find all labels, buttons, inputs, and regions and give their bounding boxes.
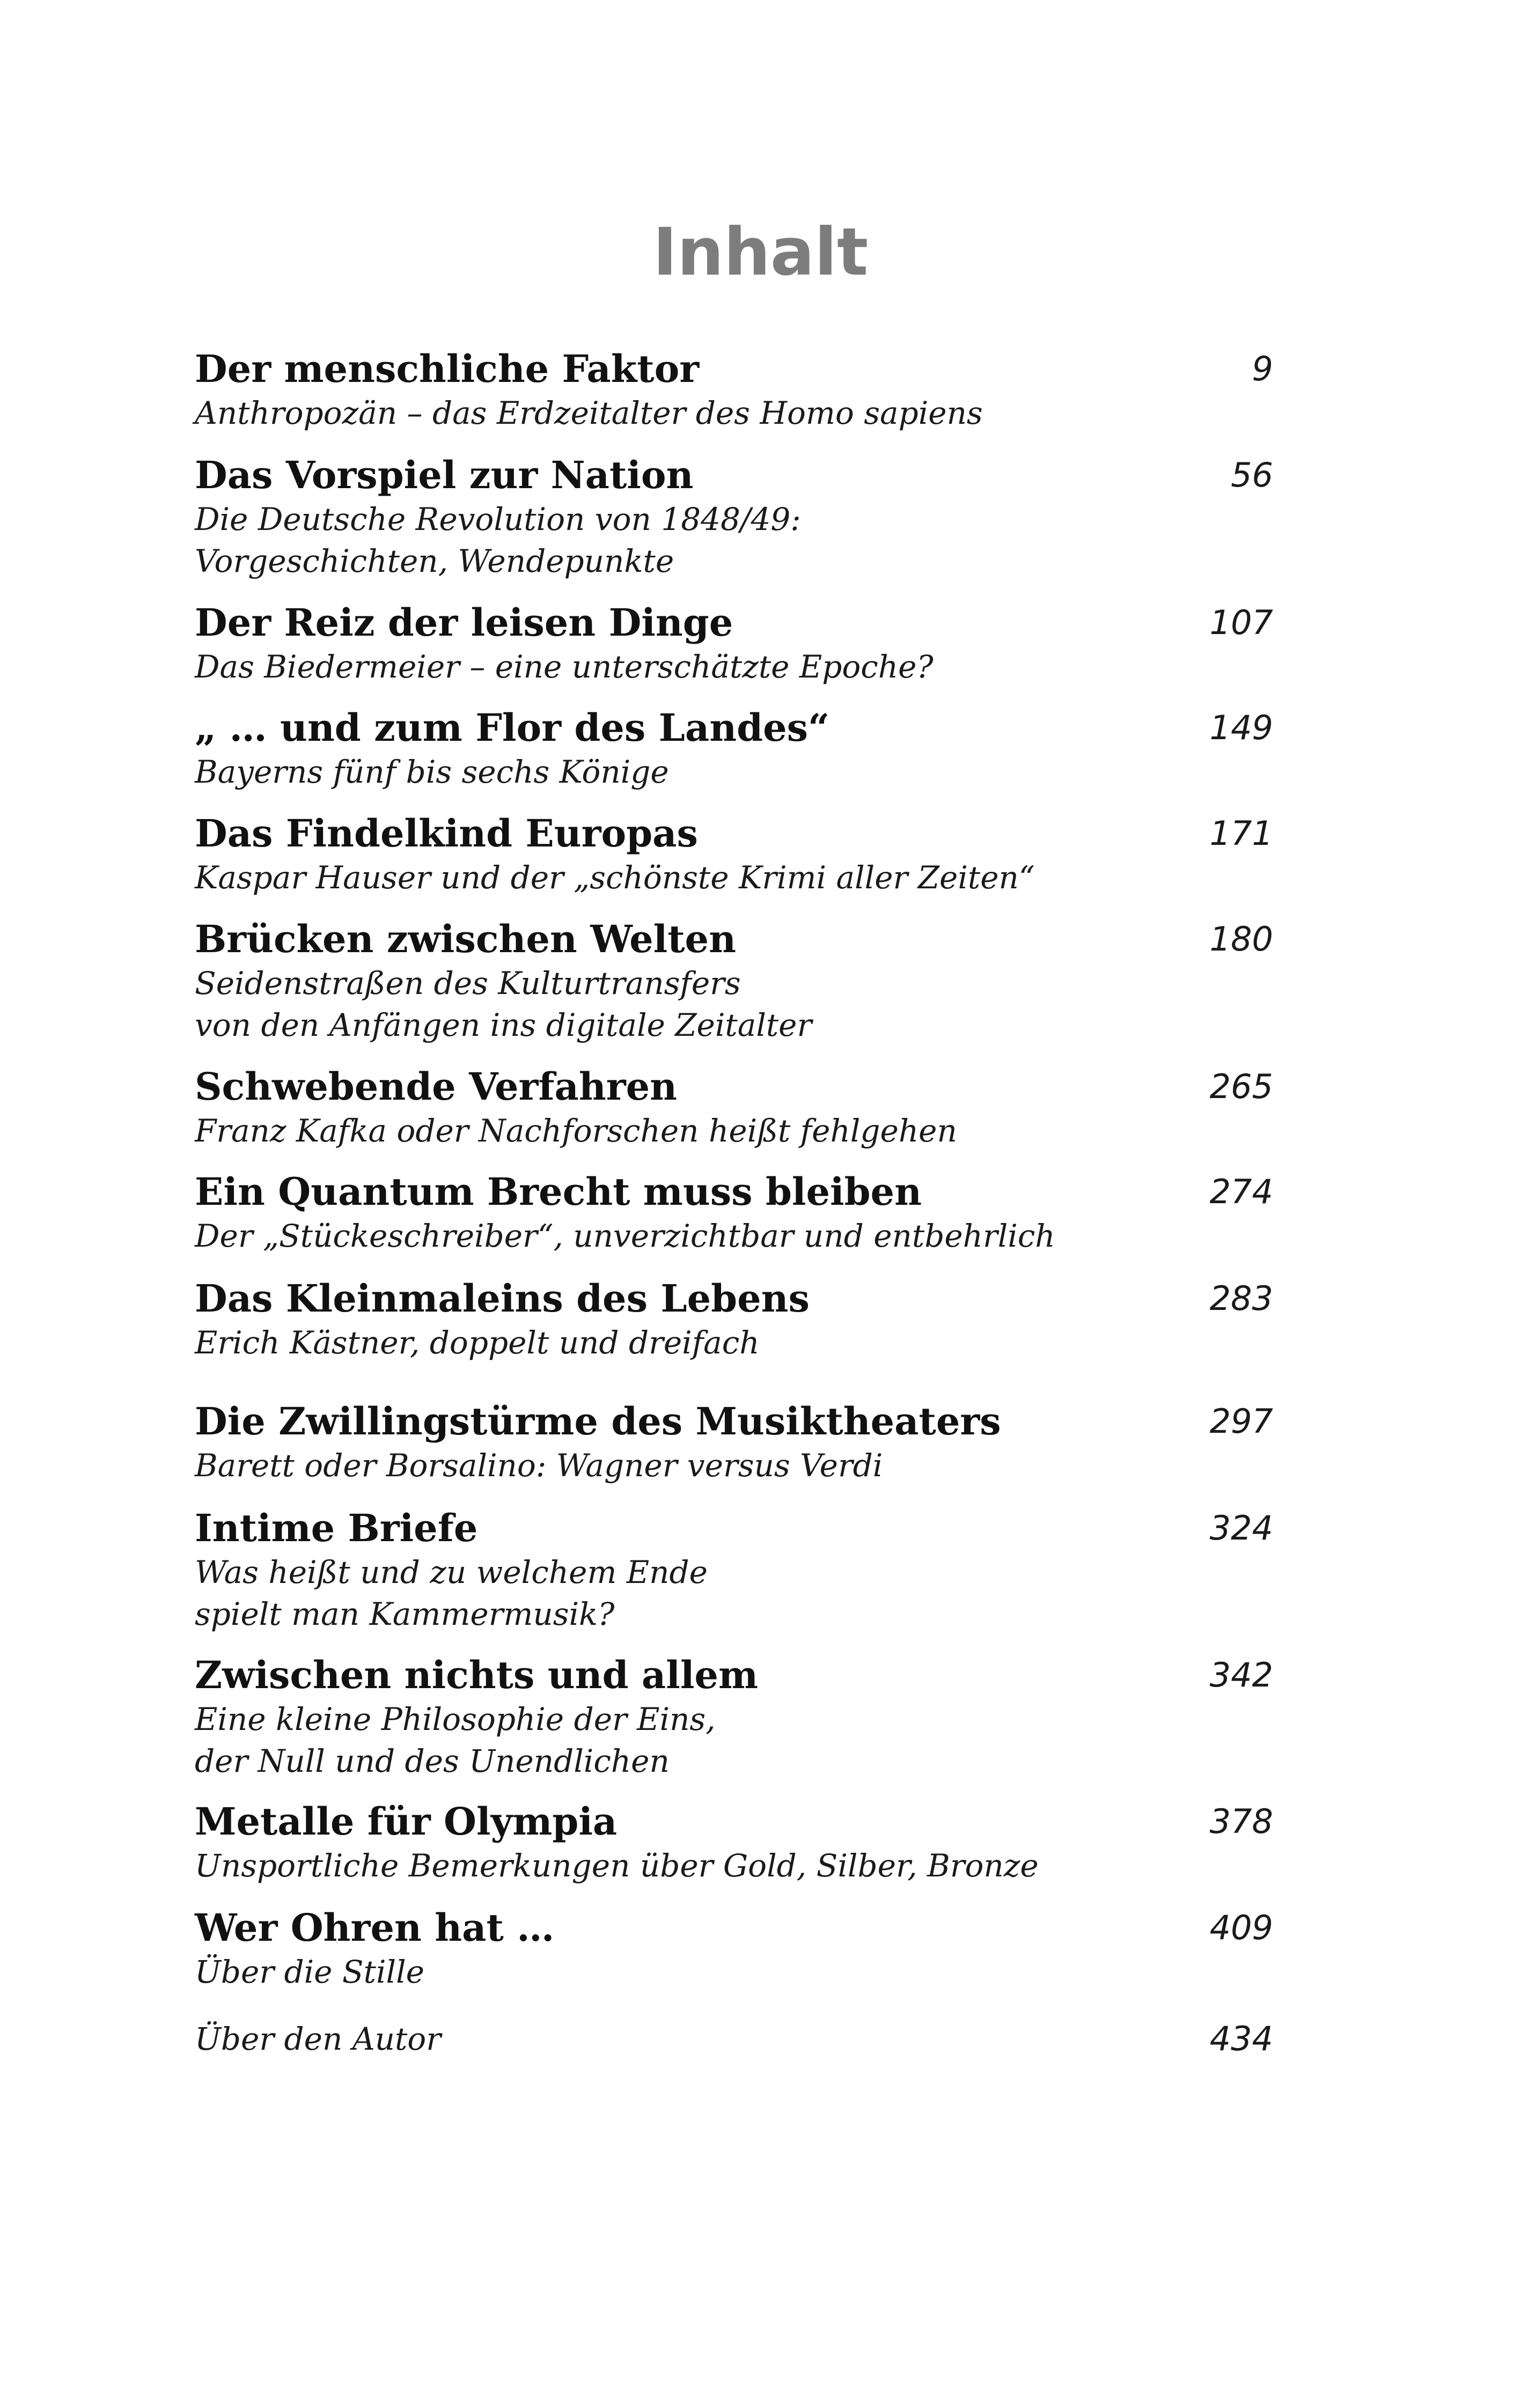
- entry-subtitle: Über die Stille: [195, 1954, 424, 1990]
- entry-subtitle: Erich Kästner, doppelt und dreifach: [195, 1324, 760, 1361]
- toc-entry: [195, 1169, 1273, 1257]
- toc-entry: [195, 1799, 1273, 1887]
- entry-subtitle: Franz Kafka oder Nachforschen heißt fehlgehen: [195, 1113, 957, 1149]
- entry-subtitle: Kaspar Hauser und der „schönste Krimi aller Zeiten“: [195, 859, 1035, 896]
- page-number: 378: [1209, 1802, 1273, 1841]
- entry-title: „ … und zum Flor des Landes“: [195, 705, 830, 750]
- entry-subtitle: spielt man Kammermusik?: [195, 1596, 615, 1632]
- entry-title: Das Kleinmaleins des Lebens: [195, 1276, 810, 1321]
- entry-title: Das Findelkind Europas: [195, 811, 698, 856]
- entry-subtitle: Über den Autor: [195, 2021, 441, 2057]
- toc-entry: [195, 600, 1273, 688]
- toc-entry: [195, 811, 1273, 899]
- page-number: 297: [1209, 1402, 1273, 1441]
- entry-title: Metalle für Olympia: [195, 1799, 618, 1844]
- entry-title: Ein Quantum Brecht muss bleiben: [195, 1169, 922, 1214]
- toc-entry: [195, 1064, 1273, 1152]
- page-number: 409: [1209, 1908, 1273, 1947]
- entry-subtitle: von den Anfängen ins digitale Zeitalter: [195, 1007, 812, 1043]
- page-number: 9: [1252, 349, 1273, 388]
- entry-title: Das Vorspiel zur Nation: [195, 453, 694, 497]
- toc-entry: [195, 1276, 1273, 1364]
- entry-title: Der menschliche Faktor: [195, 347, 700, 391]
- page-title: Inhalt: [652, 214, 869, 290]
- toc-entry: [195, 1398, 1273, 1486]
- toc-entry: [195, 1905, 1273, 1993]
- toc-entry: [195, 705, 1273, 793]
- entry-title: Der Reiz der leisen Dinge: [195, 600, 733, 645]
- page-number: 324: [1209, 1508, 1273, 1548]
- entry-subtitle: Bayerns fünf bis sechs Könige: [195, 754, 669, 790]
- entry-subtitle: Eine kleine Philosophie der Eins,: [195, 1701, 716, 1737]
- entry-subtitle: Das Biedermeier – eine unterschätzte Epoche?: [195, 649, 934, 685]
- page-number: 180: [1209, 919, 1273, 959]
- page-number: 265: [1209, 1067, 1273, 1106]
- toc-entry: [195, 1652, 1273, 1782]
- entry-subtitle: Unsportliche Bemerkungen über Gold, Silber, Bronze: [195, 1847, 1039, 1884]
- entry-title: Zwischen nichts und allem: [195, 1653, 759, 1697]
- page-number: 283: [1209, 1279, 1273, 1318]
- page-number: 342: [1209, 1655, 1273, 1695]
- entry-subtitle: der Null und des Unendlichen: [195, 1743, 670, 1779]
- toc-entry: [195, 346, 1273, 434]
- page-number: 274: [1209, 1172, 1273, 1211]
- toc-entry: [195, 916, 1273, 1046]
- entry-subtitle: Der „Stückeschreiber“, unverzichtbar und entbehrlich: [195, 1218, 1055, 1254]
- entry-title: Die Zwillingstürme des Musiktheaters: [195, 1399, 1001, 1444]
- entry-title: Schwebende Verfahren: [195, 1064, 678, 1109]
- toc-entry: [195, 452, 1273, 582]
- page-number: 149: [1209, 708, 1273, 747]
- entry-title: Brücken zwischen Welten: [195, 917, 736, 961]
- toc-entry-about-author: [195, 2016, 1273, 2062]
- entry-title: Wer Ohren hat …: [195, 1905, 555, 1950]
- entry-subtitle: Barett oder Borsalino: Wagner versus Verdi: [195, 1447, 883, 1484]
- toc-entry: [195, 1505, 1273, 1635]
- entry-subtitle: Anthropozän – das Erdzeitalter des Homo sapiens: [195, 395, 983, 431]
- page-number: 56: [1231, 455, 1273, 495]
- entry-subtitle: Vorgeschichten, Wendepunkte: [195, 543, 674, 579]
- page-number: 171: [1209, 814, 1273, 853]
- entry-subtitle: Seidenstraßen des Kulturtransfers: [195, 965, 741, 1002]
- entry-subtitle: Die Deutsche Revolution von 1848/49:: [195, 501, 801, 537]
- page-number: 107: [1209, 603, 1273, 642]
- entry-title: Intime Briefe: [195, 1506, 478, 1550]
- page-number: 434: [1209, 2019, 1273, 2058]
- entry-subtitle: Was heißt und zu welchem Ende: [195, 1554, 708, 1590]
